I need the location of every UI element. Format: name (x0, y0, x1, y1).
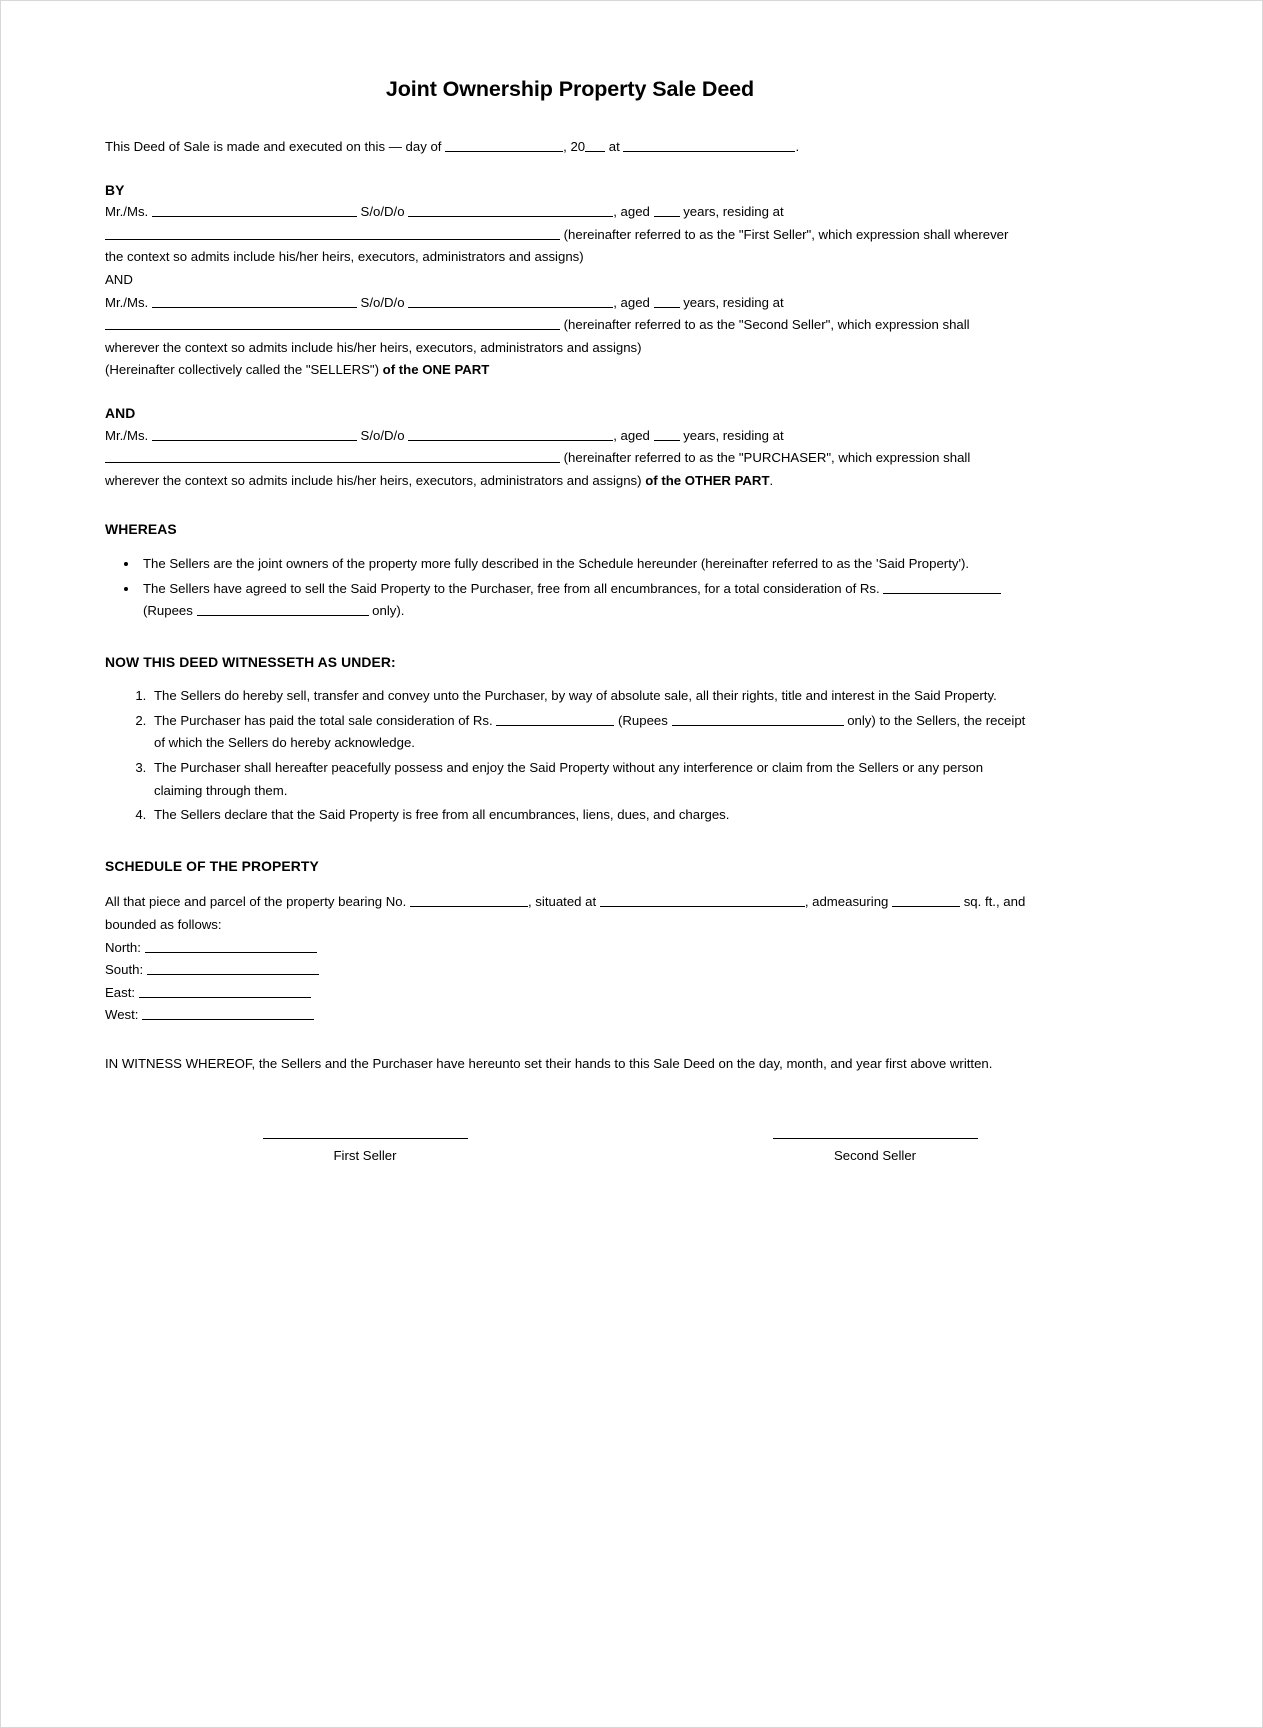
purchaser-line1 (105, 425, 1035, 448)
boundary-west-blank[interactable] (142, 1006, 314, 1020)
boundary-north-blank[interactable] (145, 939, 317, 953)
purchaser-name-label: Mr./Ms. (105, 427, 152, 443)
document-sheet (105, 1, 1035, 1165)
purchaser-hereinafter: (hereinafter referred to as the "PURCHASER", which expression shall (560, 450, 971, 466)
signature-label-first-seller: First Seller (333, 1147, 397, 1163)
first-seller-block (105, 201, 1035, 269)
first-seller-aged-label: , aged (613, 204, 654, 220)
purchaser-continuation-bold: of the OTHER PART (645, 472, 770, 488)
schedule-text-b: , situated at (527, 894, 600, 910)
boundary-south-label: South: (105, 962, 147, 978)
page-title: Joint Ownership Property Sale Deed (385, 77, 755, 101)
signature-line-first-seller[interactable] (263, 1138, 468, 1139)
purchaser-years-label: years, residing at (679, 427, 784, 443)
second-seller-age-blank[interactable] (654, 294, 680, 308)
first-seller-years-label: years, residing at (679, 204, 784, 220)
second-seller-sod-label: S/o/D/o (356, 294, 409, 310)
signature-label-second-seller: Second Seller (833, 1147, 917, 1163)
schedule-number-blank[interactable] (410, 893, 528, 907)
purchaser-sod-blank[interactable] (408, 427, 613, 441)
second-seller-line1 (105, 292, 1035, 315)
first-seller-sod-blank[interactable] (408, 203, 613, 217)
list-item (150, 710, 1035, 755)
first-seller-hereinafter: (hereinafter referred to as the "First Seller", which expression shall wherever (560, 226, 1009, 242)
signature-line-second-seller[interactable] (773, 1138, 978, 1139)
boundary-east (105, 982, 1035, 1005)
whereas-bullet-1-text: The Sellers are the joint owners of the property more fully described in the Schedule hereunder (hereinafter referred to as the 'Said Property'). (143, 555, 970, 571)
boundary-east-blank[interactable] (139, 984, 311, 998)
schedule-text-a: All that piece and parcel of the property bearing No. (105, 894, 410, 910)
intro-year-blank[interactable] (585, 138, 605, 152)
boundary-east-label: East: (105, 984, 139, 1000)
second-seller-years-label: years, residing at (679, 294, 784, 310)
whereas-bullet-2-text-c: only). (368, 603, 405, 619)
second-seller-line2 (105, 314, 1035, 337)
intro-suffix: . (795, 139, 800, 154)
boundary-north-label: North: (105, 939, 145, 955)
purchaser-name-blank[interactable] (152, 427, 357, 441)
list-item (150, 685, 1035, 708)
first-seller-sod-label: S/o/D/o (356, 204, 409, 220)
intro-at: at (605, 139, 624, 154)
witnesseth-item-3-text: The Purchaser shall hereafter peacefully possess and enjoy the Said Property without any interference or claim from the Sellers or any person claiming through them. (154, 760, 984, 798)
witnesseth-list (105, 685, 1035, 827)
second-seller-sod-blank[interactable] (408, 294, 613, 308)
purchaser-sod-label: S/o/D/o (356, 427, 409, 443)
witnesseth-heading: NOW THIS DEED WITNESSETH AS UNDER: (105, 653, 396, 670)
sellers-collective-normal: (Hereinafter collectively called the "SELLERS") (105, 362, 383, 378)
schedule-text-d: sq. ft., and bounded as follows: (105, 894, 1026, 933)
and-heading: AND (105, 404, 136, 421)
whereas-list (105, 553, 1035, 623)
second-seller-block (105, 292, 1035, 382)
signature-first-seller (210, 1138, 520, 1165)
whereas-consideration-blank[interactable] (883, 580, 1001, 594)
whereas-heading: WHEREAS (105, 521, 177, 538)
whereas-bullet-2-text-a: The Sellers have agreed to sell the Said Property to the Purchaser, free from all encumbrances, for a total consideration of Rs. (143, 580, 884, 596)
schedule-heading: SCHEDULE OF THE PROPERTY (105, 857, 319, 874)
boundary-south (105, 959, 1035, 982)
first-seller-age-blank[interactable] (654, 203, 680, 217)
intro-paragraph (105, 136, 1035, 159)
intro-day-blank[interactable] (445, 138, 563, 152)
witnesseth-item-1-text: The Sellers do hereby sell, transfer and convey unto the Purchaser, by way of absolute sale, all their rights, title and interest in the Said Property. (154, 688, 997, 704)
intro-place-blank[interactable] (623, 138, 795, 152)
sellers-collective-line (105, 359, 1035, 382)
first-seller-line3: the context so admits include his/her heirs, executors, administrators and assigns) (105, 249, 584, 265)
list-item (150, 804, 1035, 827)
witnesseth-rupees-blank[interactable] (672, 712, 844, 726)
whereas-bullet-2-text-b: (Rupees (143, 603, 197, 619)
list-item (139, 553, 1035, 576)
first-seller-line1 (105, 201, 1035, 224)
signature-block (105, 1138, 1035, 1165)
purchaser-line3 (105, 470, 1035, 493)
first-seller-name-label: Mr./Ms. (105, 204, 152, 220)
intro-mid: , 20 (563, 139, 586, 154)
boundary-north (105, 937, 1035, 960)
first-seller-address-blank[interactable] (105, 226, 560, 240)
first-seller-line2 (105, 224, 1035, 247)
intro-prefix: This Deed of Sale is made and executed on this — day of (105, 139, 446, 154)
sellers-collective-bold: of the ONE PART (382, 362, 490, 378)
second-seller-address-blank[interactable] (105, 316, 560, 330)
signature-second-seller (720, 1138, 1030, 1165)
schedule-text-c: , admeasuring (804, 894, 893, 910)
purchaser-line2 (105, 447, 1035, 470)
second-seller-line3: wherever the context so admits include his/her heirs, executors, administrators and assigns) (105, 339, 642, 355)
second-seller-hereinafter: (hereinafter referred to as the "Second Seller", which expression shall (560, 317, 970, 333)
witnesseth-consideration-blank[interactable] (496, 712, 614, 726)
by-heading: BY (105, 181, 125, 198)
boundary-south-blank[interactable] (147, 961, 319, 975)
purchaser-continuation-normal: wherever the context so admits include his/her heirs, executors, administrators and assigns) (105, 472, 646, 488)
purchaser-block (105, 425, 1035, 493)
and-separator: AND (105, 271, 133, 287)
second-seller-aged-label: , aged (613, 294, 654, 310)
purchaser-aged-label: , aged (613, 427, 654, 443)
purchaser-continuation-end: . (769, 472, 774, 488)
boundary-west (105, 1004, 1035, 1027)
witnesseth-item-4-text: The Sellers declare that the Said Property is free from all encumbrances, liens, dues, and charges. (154, 807, 730, 823)
schedule-situated-blank[interactable] (600, 893, 805, 907)
schedule-area-blank[interactable] (892, 893, 960, 907)
witnesseth-item-2-text-b: (Rupees (614, 712, 672, 728)
purchaser-address-blank[interactable] (105, 449, 560, 463)
schedule-description (105, 891, 1035, 936)
second-seller-name-blank[interactable] (152, 294, 357, 308)
witnesseth-item-2-text-a: The Purchaser has paid the total sale consideration of Rs. (154, 712, 497, 728)
purchaser-age-blank[interactable] (654, 427, 680, 441)
first-seller-name-blank[interactable] (152, 203, 357, 217)
list-item (139, 578, 1035, 623)
second-seller-name-label: Mr./Ms. (105, 294, 152, 310)
boundary-west-label: West: (105, 1007, 143, 1023)
witnesseth-item-2-text-c: only) to the Sellers, the receipt of which the Sellers do hereby acknowledge. (154, 712, 1026, 751)
witness-clause: IN WITNESS WHEREOF, the Sellers and the Purchaser have hereunto set their hands to this Sale Deed on the day, month, and year first above written. (105, 1056, 993, 1071)
list-item (150, 757, 1035, 802)
whereas-rupees-blank[interactable] (197, 602, 369, 616)
